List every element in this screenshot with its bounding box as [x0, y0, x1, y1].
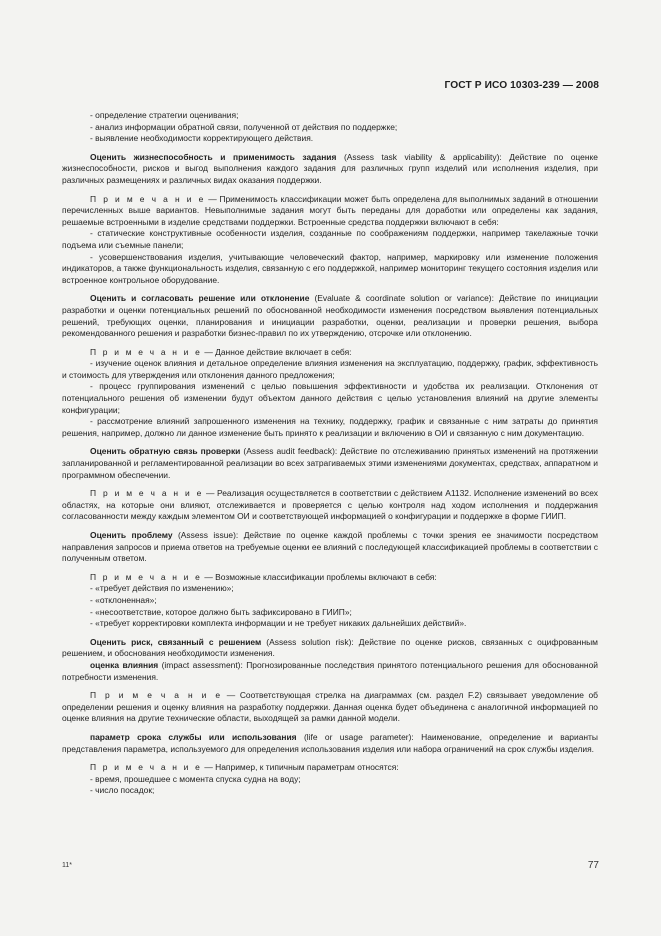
definition-paragraph [62, 637, 598, 660]
note-item: - статические конструктивные особенности изделия, созданные по соображениям поддержки, например такелажные точки подъема или съемные панели; [62, 228, 598, 250]
definition-text: (impact assessment): Прогнозированные последствия принятого потенциального решения для обоснованной потребности изменения. [62, 659, 598, 682]
note-paragraph [62, 488, 598, 523]
page-content [62, 110, 598, 797]
note-text: — Соответствующая стрелка на диаграммах (см. раздел F.2) связывает уведомление об определении решения и оценку влияния на разработку поддержки. Данная оценка будет объединена с аналогичной информацией по оценке влияния на другие технические области, выходящей за рамки данной модели. [62, 690, 598, 724]
term: Оценить обратную связь проверки [90, 446, 241, 457]
note-item: - изучение оценок влияния и детальное определение влияния изменения на эксплуатацию, поддержку, график, эффективность и стоимость для утверждения или отклонения данного предложения; [62, 358, 598, 380]
definition-paragraph [62, 660, 598, 683]
term: Оценить проблему [90, 530, 173, 540]
note-item: - «несоответствие, которое должно быть зафиксировано в ГИИП»; [90, 606, 352, 617]
list-item: - выявление необходимости корректирующего действия. [90, 133, 314, 144]
note-text: — Возможные классификации проблемы включают в себя: [202, 571, 437, 582]
definition-paragraph [62, 446, 598, 481]
note-paragraph [62, 762, 598, 774]
note-text: — Реализация осуществляется в соответствии с действием А1132. Исполнение изменений во всех областях, на которые они влияют, отслеживается и проверяется с целью контроля над ходом исполнения и поддержания согласованности между каждым элементом ОИ и соответствующей информацией о конфигурации и поддержке в форме ГИИП. [62, 488, 599, 522]
note-label: П р и м е ч а н и е [90, 193, 206, 204]
term: оценка влияния [90, 659, 159, 670]
definition-text: (Assess audit feedback): Действие по отслеживанию принятых изменений на протяжении запланированной и регламентированной реализации во всех затрагиваемых этими изменениями документах, средствах, аппаратном и программном обеспечении. [62, 446, 598, 480]
term: параметр срока службы или использования [90, 731, 297, 742]
definition-text: (life or usage parameter): Наименование, определение и варианты представления параметра, используемого для определения использования изделия или набора ограничений на срок службы изделия. [62, 731, 598, 754]
note-item: - «отклоненная»; [90, 594, 157, 605]
note-item: - процесс группирования изменений с целью повышения эффективности и удобства их реализации. Отклонения от потенциального решения об изменении будут объектом данного действия с целью установления влияний на другие элементы конфигурации; [62, 381, 598, 415]
note-label: П р и м е ч а н и е [90, 571, 203, 582]
note-item: - усовершенствования изделия, учитывающие человеческий фактор, например, маркировку или изменение положения индикаторов, а также функциональность изделия, связанную с его поддержкой, например мониторинг текущего состояния изделия или встроенное контрольное оборудование. [62, 251, 598, 285]
term: Оценить и согласовать решение или отклонение [90, 293, 310, 304]
note-label: П р и м е ч а н и е [90, 346, 203, 357]
note-paragraph [62, 194, 598, 229]
definition-text: (Evaluate & coordinate solution or variance): Действие по инициации разработки и оценки потенциальных решений по обоснованной необходимости изменения посредством выявления потенциальных решений, требующих оценки, планирования и инициации разработки, оценки, реализации и проверки решения, выбора рекомендованного решения и разработки бизнес-правил по их утверждению, отсрочке или отклонению. [62, 293, 598, 339]
definition-paragraph [62, 152, 598, 187]
list-item: - анализ информации обратной связи, полученной от действия по поддержке; [90, 121, 398, 132]
note-label: П р и м е ч а н и е [90, 762, 203, 773]
definition-paragraph [62, 732, 598, 755]
standard-header: ГОСТ Р ИСО 10303-239 — 2008 [444, 80, 599, 91]
definition-paragraph [62, 293, 598, 339]
note-item: - «требует корректировки комплекта информации и не требует никаких дальнейших действий». [90, 618, 467, 629]
note-item: - рассмотрение влияний запрошенного изменения на технику, поддержку, график и связанные с ним затраты до принятия решения, например, должно ли данное изменение быть принято к реализации и включению в ОИ и связанную с ним документацию. [62, 416, 598, 438]
note-item: - «требует действия по изменению»; [90, 583, 234, 594]
note-text: — Например, к типичным параметрам относятся: [202, 762, 399, 773]
note-label: П р и м е ч а н и е [90, 488, 204, 499]
definition-text: (Assess task viability & applicability): Действие по оценке жизнеспособности, рисков и выгод выполнения каждого задания для различных групп изделий или исполнения изделия, при различных размещениях и различных видах оказания поддержки. [62, 151, 598, 185]
note-item: - число посадок; [90, 785, 155, 796]
note-paragraph [62, 690, 598, 725]
note-label: П р и м е ч а н и е [90, 690, 223, 701]
page-number: 77 [587, 860, 599, 871]
note-paragraph [62, 347, 598, 359]
term: Оценить жизнеспособность и применимость задания [90, 151, 337, 162]
note-item: - время, прошедшее с момента спуска судна на воду; [90, 773, 301, 784]
note-paragraph [62, 572, 598, 584]
definition-text: (Assess solution risk): Действие по оценке рисков, связанных с оцифрованным решением, и обоснования необходимости изменения. [62, 636, 598, 659]
list-item: - определение стратегии оценивания; [90, 110, 239, 120]
definition-paragraph [62, 530, 598, 565]
sheet-mark: 11* [62, 862, 72, 869]
definition-text: (Assess issue): Действие по оценке каждой проблемы с точки зрения ее значимости посредством направления запросов и приема ответов на требуемые оценки ее влияний с последующей классификацией проблемы в соответствии с полученным ответом. [62, 530, 598, 564]
note-text: — Данное действие включает в себя: [202, 346, 352, 357]
term: Оценить риск, связанный с решением [90, 636, 262, 647]
note-text: — Применимость классификации может быть определена для выполнимых заданий в отношении перечисленных выше вариантов. Невыполнимые задания могут быть переданы для доработки или определены как задания, решаемые встроенными в изделие средствами поддержки. Встроенные средства поддержки включают в себя: [62, 193, 598, 227]
